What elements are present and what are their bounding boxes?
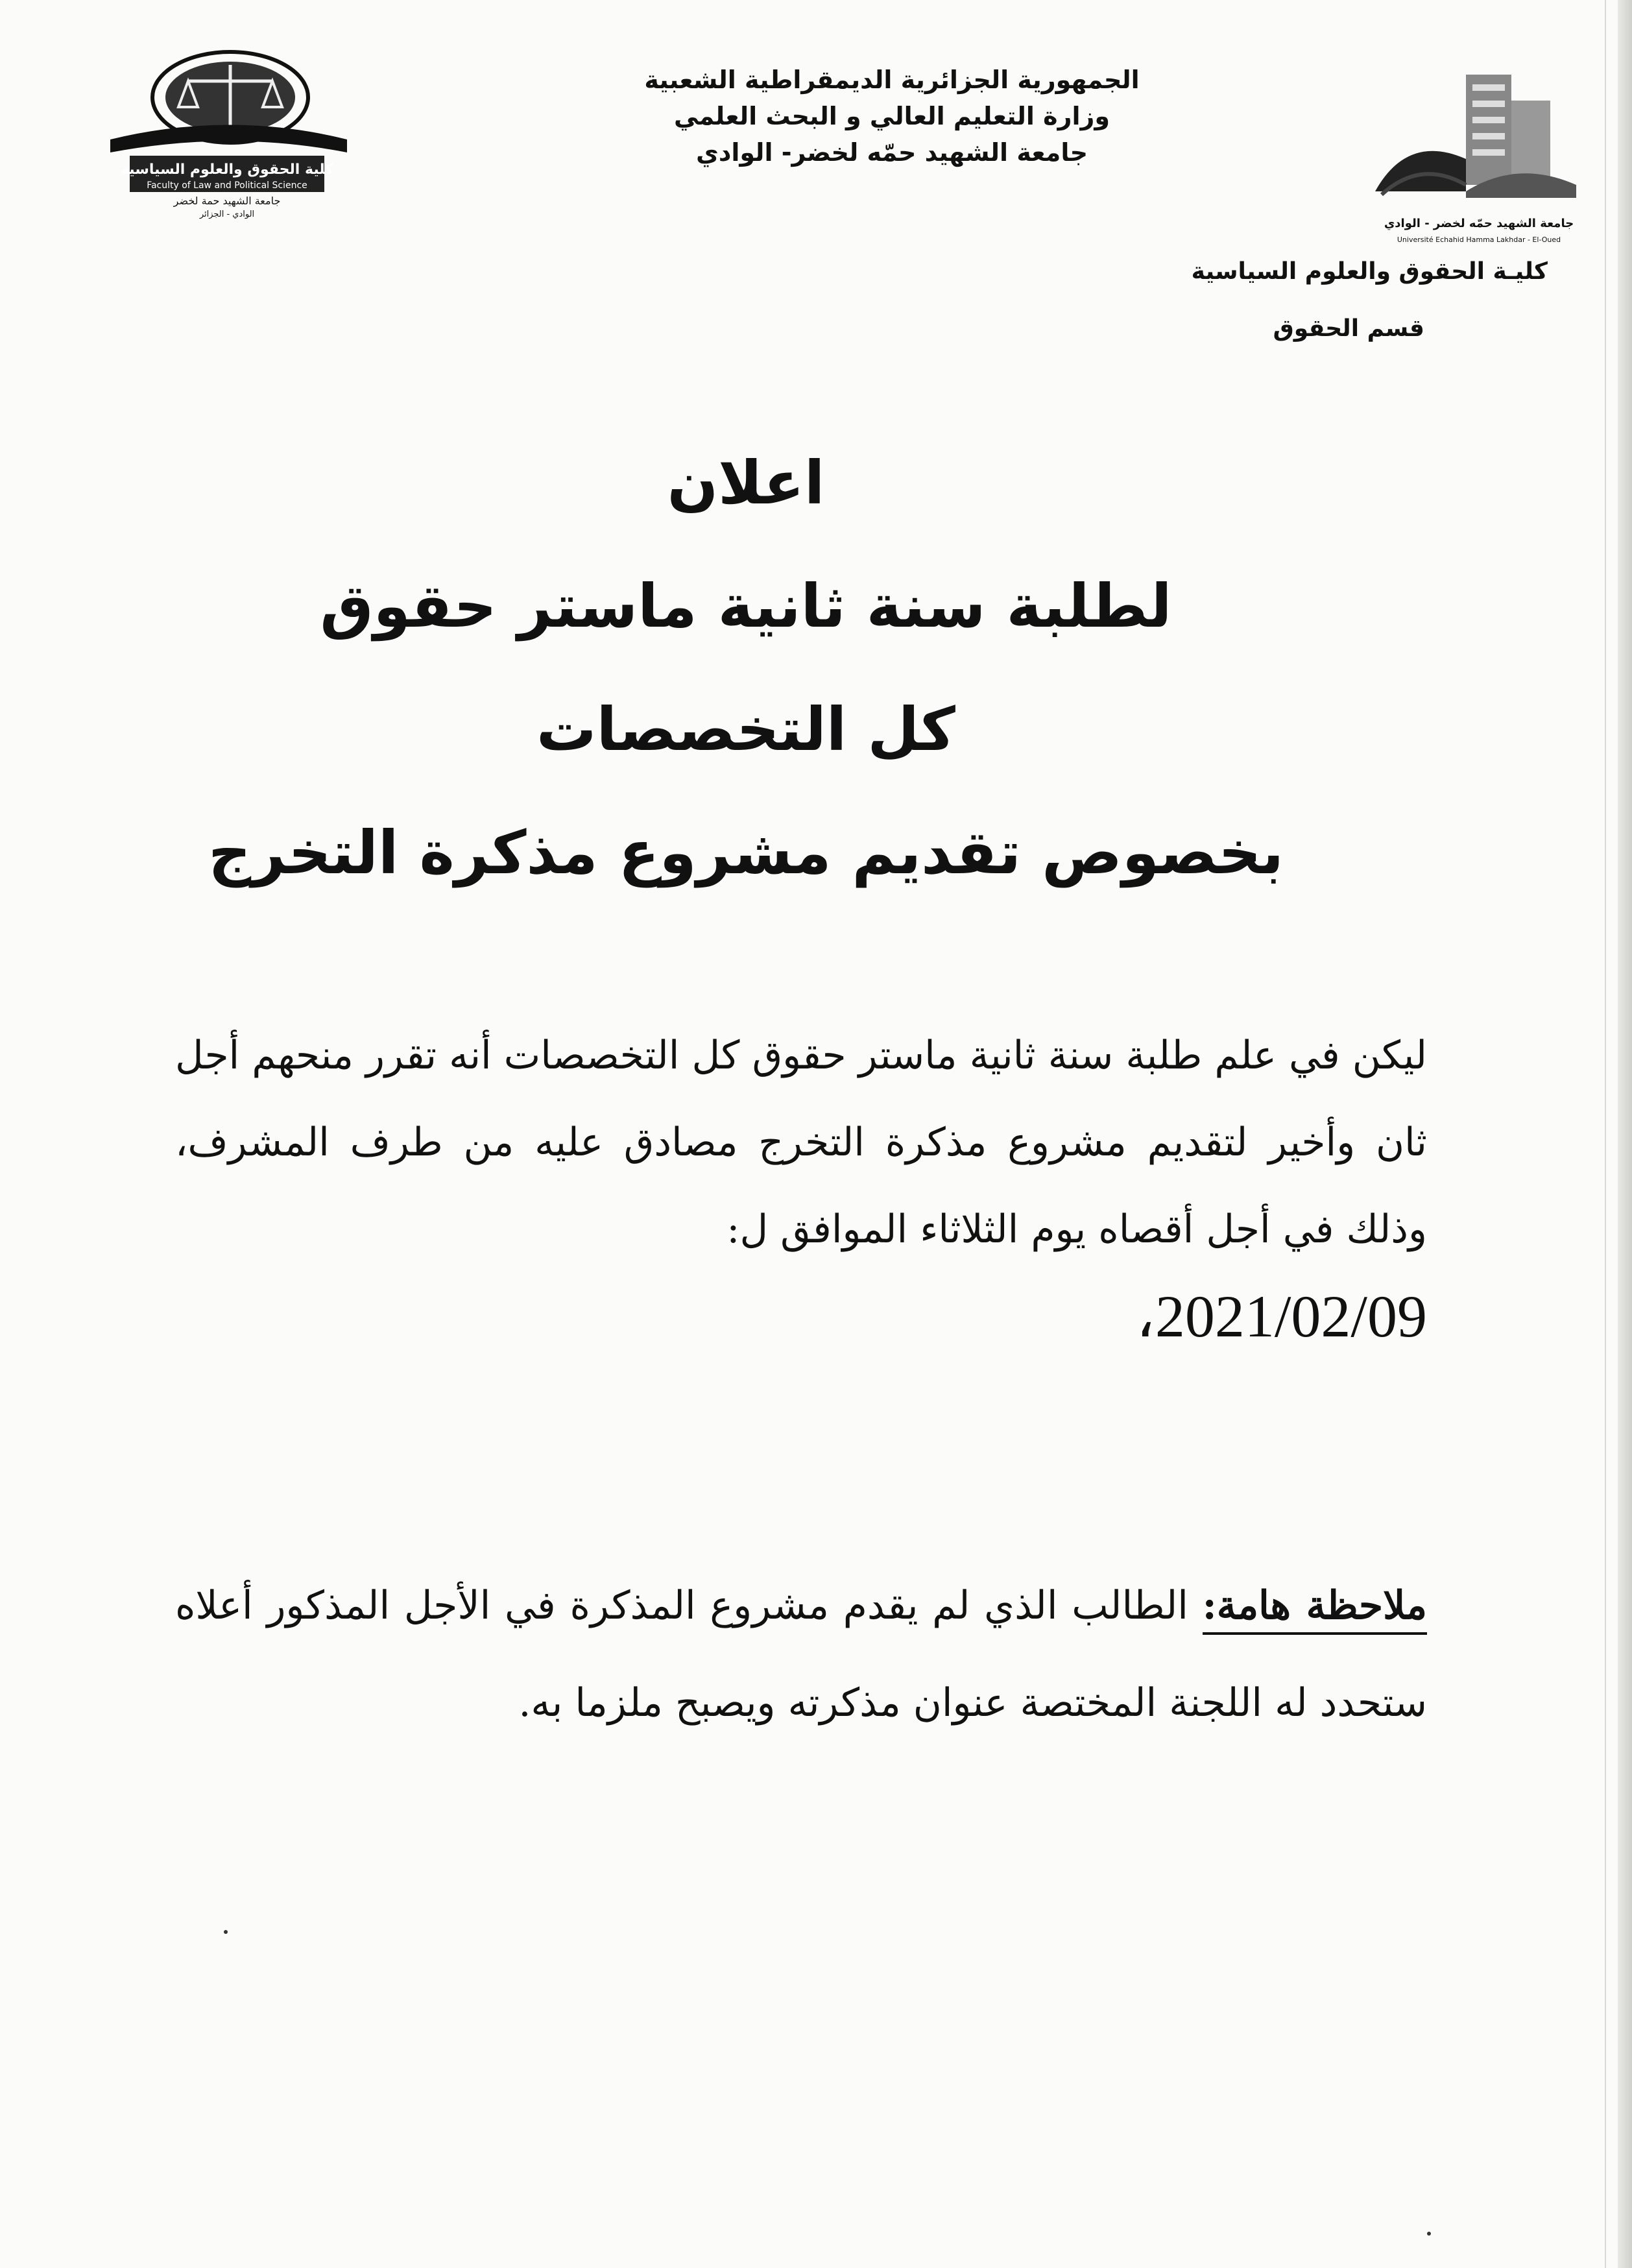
title-specialties: كل التخصصات — [536, 695, 955, 764]
header-ministry: وزارة التعليم العالي و البحث العلمي — [674, 102, 1110, 130]
note-text: الطالب الذي لم يقدم مشروع المذكرة في الأجل المذكور أعلاه ستحدد له اللجنة المختصة عنوان مذكرته ويصبح ملزما به. — [175, 1583, 1427, 1726]
header-university: جامعة الشهيد حمّه لخضر- الوادي — [696, 138, 1088, 167]
university-logo — [1369, 62, 1583, 256]
faculty-block — [1029, 253, 1548, 348]
deadline-date: 2021/02/09، — [1136, 1283, 1427, 1349]
department-name: قسم الحقوق — [1273, 315, 1424, 342]
scan-speck — [224, 1930, 228, 1934]
logo-right-french: Université Echahid Hamma Lakhdar - El-Oued — [1397, 235, 1561, 244]
logo-right-arabic: جامعة الشهيد حمّه لخضر - الوادي — [1384, 217, 1574, 230]
header-republic: الجمهورية الجزائرية الديمقراطية الشعبية — [644, 66, 1140, 94]
title-audience: لطلبة سنة ثانية ماستر حقوق — [320, 572, 1172, 641]
faculty-logo — [104, 26, 350, 221]
logo-left-arabic: كلية الحقوق والعلوم السياسية — [120, 162, 334, 178]
logo-left-univ: جامعة الشهيد حمة لخضر — [173, 195, 281, 207]
note-label: ملاحظة هامة: — [1203, 1583, 1427, 1635]
scan-edge — [1618, 0, 1632, 2268]
scan-shadow-line — [1605, 0, 1606, 2268]
official-header — [584, 62, 1200, 171]
logo-left-city: الوادي - الجزائر — [199, 210, 255, 219]
logo-left-english: Faculty of Law and Political Science — [147, 180, 307, 191]
important-note — [175, 1557, 1427, 1752]
body-paragraph: ليكن في علم طلبة سنة ثانية ماستر حقوق كل التخصصات أنه تقرر منحهم أجل ثان وأخير لتقديم مشروع مذكرة التخرج مصادق عليه من طرف المشرف، وذلك في أجل أقصاه يوم الثلاثاء الموافق ل: — [175, 1033, 1427, 1252]
title-announcement: اعلان — [667, 448, 825, 518]
faculty-name: كليـة الحقوق والعلوم السياسية — [1191, 258, 1548, 285]
scan-speck — [1427, 2232, 1431, 2236]
announcement-body — [175, 1012, 1427, 1367]
title-subject: بخصوص تقديم مشروع مذكرة التخرج — [208, 818, 1284, 887]
announcement-title — [195, 422, 1297, 915]
